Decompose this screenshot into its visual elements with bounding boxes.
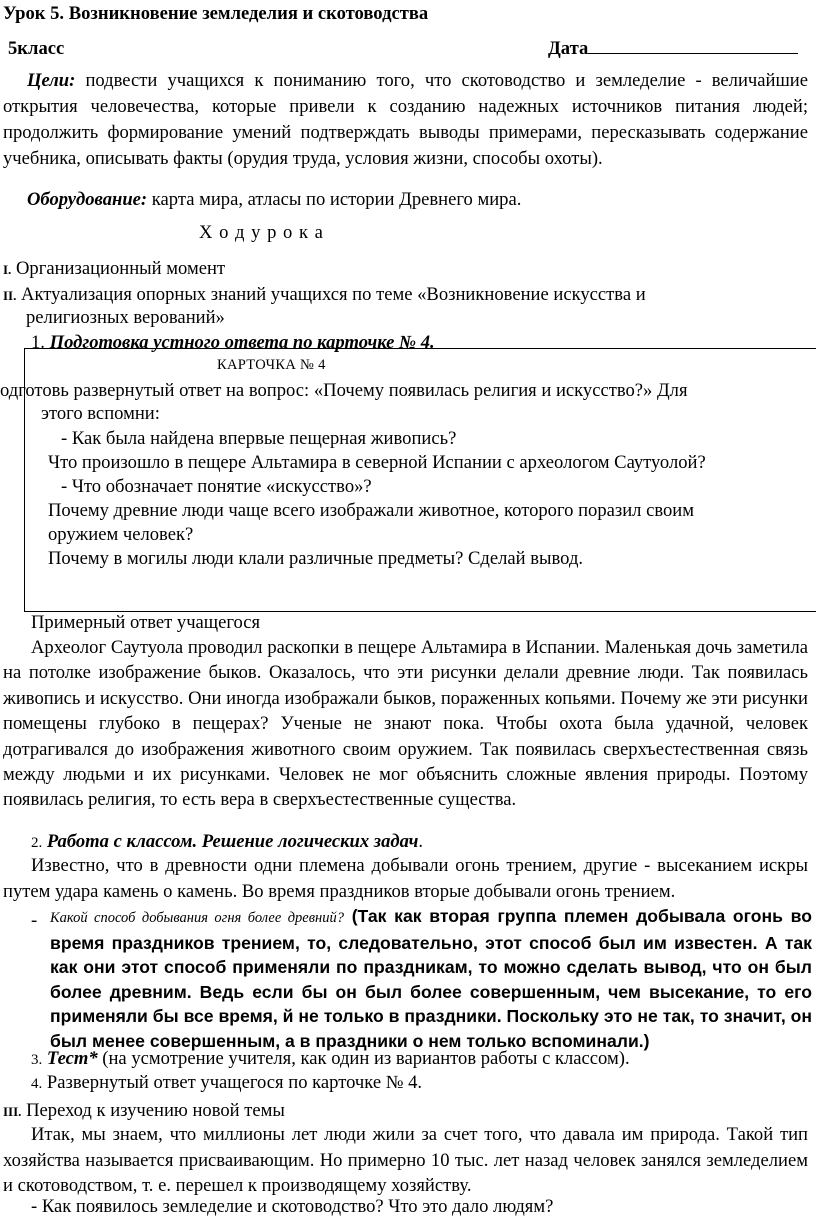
card-question-5: Почему в могилы люди клали различные предметы? Сделай вывод. [48, 548, 584, 569]
card-question-3: - Что обозначает понятие «искусство»? [61, 476, 372, 497]
goals-label: Цели: [27, 70, 76, 91]
lesson-heading: Х о д у р о к а [199, 222, 324, 243]
item-3 [31, 1046, 630, 1072]
section-3-number: III. [3, 1104, 22, 1119]
card-question-1: - Как была найдена впервые пещерная живопись? [61, 428, 457, 449]
card-title: КАРТОЧКА № 4 [217, 357, 326, 373]
equipment-text: карта мира, атласы по истории Древнего мира. [151, 189, 522, 210]
section-3 [3, 1098, 285, 1124]
item-2-question: Какой способ добывания огня более древний? [50, 910, 344, 926]
equipment-line [27, 187, 521, 213]
goals-paragraph [3, 68, 808, 172]
item-1-title: Подготовка устного ответа по карточке № 4. [49, 332, 435, 353]
section-2-line-1: II. Актуализация опорных знаний учащихся по теме «Возникновение искусства и [3, 284, 646, 305]
item-2-heading: 2. Работа с классом. Решение логических задач. [31, 831, 424, 852]
item-3-number: 3. [31, 1052, 43, 1068]
item-3-title: Тест* [46, 1048, 98, 1069]
date-field [548, 36, 798, 62]
card-question-2: Что произошло в пещере Альтамира в северной Испании с археологом Саутуолой? [48, 452, 706, 473]
item-2-text: Известно, что в древности одни племена добывали огонь трением, другие - высеканием искры путем удара камень о камень. Во время праздников вторые добывали огонь трением. [3, 855, 808, 902]
item-2-number: 2. [31, 835, 43, 851]
lesson-title: Урок 5. Возникновение земледелия и скотоводства [3, 3, 429, 24]
item-1-number: 1. [31, 332, 45, 353]
card-line-1: одготовь развернутый ответ на вопрос: «Почему появилась религия и искусство?» Для [0, 380, 688, 401]
grade-label: 5класс [8, 38, 65, 59]
section-3-text: Переход к изучению новой темы [26, 1100, 285, 1121]
item-2-question-block [50, 904, 812, 1054]
equipment-label: Оборудование: [27, 189, 148, 210]
section-2-number: II. [3, 288, 17, 303]
card-question-4b: оружием человек? [48, 524, 194, 545]
item-2-bullet: - [31, 910, 38, 931]
card-question-4a: Почему древние люди чаще всего изображали животное, которого поразил своим [48, 500, 695, 521]
section-2-line-2: религиозных верований» [26, 307, 225, 328]
section-1 [3, 256, 225, 282]
item-4 [31, 1070, 422, 1096]
item-2-title: Работа с классом. Решение логических задач [46, 831, 419, 852]
item-4-text: Развернутый ответ учащегося по карточке № 4. [46, 1072, 423, 1093]
section-1-text: Организационный момент [15, 258, 226, 279]
section-3-paragraph: Итак, мы знаем, что миллионы лет люди жили за счет того, что давала им природа. Такой тип хозяйства называется присваивающим. Но примерно 10 тыс. лет назад человек занялся земледелием и скотоводством, т. е. перешел к производящему хозяйству. [3, 1124, 808, 1196]
section-1-number: I. [3, 262, 12, 277]
section-3-question: - Как появилось земледелие и скотоводство? Что это дало людям? [31, 1196, 554, 1217]
item-3-text: (на усмотрение учителя, как один из вариантов работы с классом). [102, 1048, 630, 1069]
goals-text: подвести учащихся к пониманию того, что скотоводство и земледелие - величайшие открытия человечества, которые привели к созданию надежных источников питания людей; продолжить формирование умений подтверждать выводы примерами, пересказывать содержание учебника, описывать факты (орудия труда, условия жизни, способы охоты). [3, 70, 808, 169]
card-line-2: этого вспомни: [41, 403, 160, 424]
item-4-number: 4. [31, 1076, 43, 1092]
item-2-answer: (Так как вторая группа племен добывала огонь во время праздников трением, то, следовательно, этот способ был им известен. А так как они этот способ применяли по праздникам, то можно сделать вывод, что он был более древним. Ведь если бы он был более совершенным, чем высекание, то его применяли бы все время, й не только в праздники. Поскольку это не так, то значит, он был менее совершенным, а в праздники о нем только вспоминали.) [50, 906, 812, 1051]
sample-answer-text: Археолог Саутуола проводил раскопки в пещере Альтамира в Испании. Маленькая дочь заметила на потолке изображение быков. Оказалось, что эти рисунки делали древние люди. Так появилась живопись и искусство. Они иногда изображали быков, пораженных копьями. Почему же эти рисунки помещены глубоко в пещерах? Ученые не знают пока. Чтобы охота была удачной, человек дотрагивался до изображения животного своим оружием. Так появилась сверхъестественная связь между людьми и их рисунками. Человек не мог объяснить сложные явления природы. Поэтому появилась религия, то есть вера в сверхъестественные существа. [3, 637, 808, 811]
date-blank-line [588, 36, 798, 54]
date-label: Дата [548, 38, 589, 59]
sample-answer-label: Примерный ответ учащегося [31, 612, 261, 633]
